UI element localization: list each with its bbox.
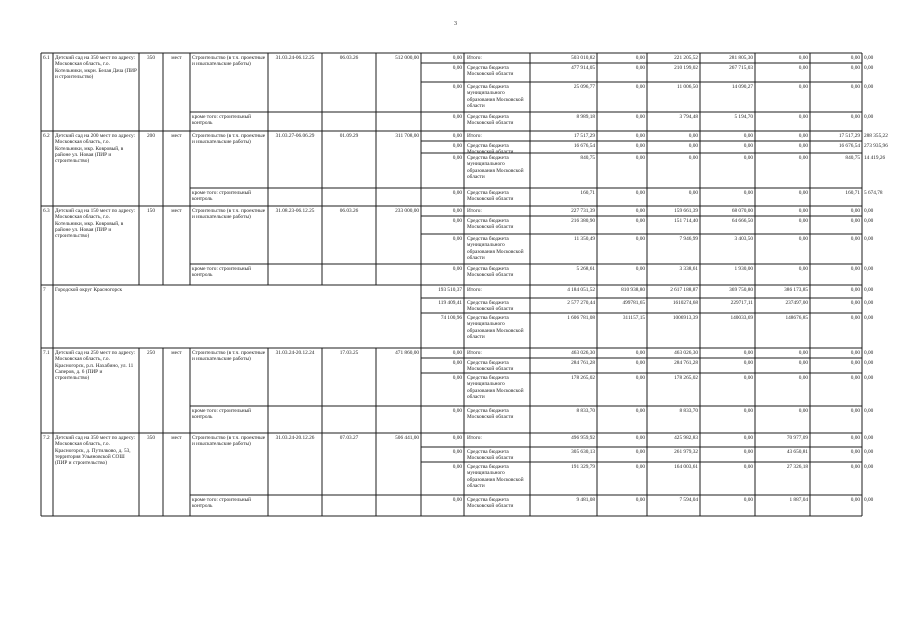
funding-source: Средства бюджета Московской области — [467, 449, 514, 462]
amount-cell: 0,00 — [864, 114, 874, 120]
amount-cell: 499781,65 — [622, 300, 645, 306]
amount-cell: 0,00 — [864, 287, 874, 293]
amount-cell: 7 946,99 — [679, 236, 698, 242]
funding-source: Средства бюджета Московской области — [467, 360, 514, 373]
amount-cell: 1006913,39 — [672, 315, 698, 321]
amount-cell: 0,00 — [743, 435, 753, 441]
amount-cell: 210 199,02 — [674, 65, 698, 71]
funding-source: Итого: — [467, 55, 482, 61]
work-period: 31.03.24-20.12.26 — [275, 435, 315, 441]
amount-cell: 0,00 — [635, 65, 645, 71]
amount-cell: 227 731,39 — [571, 208, 595, 214]
amount-cell: 284 761,28 — [571, 360, 595, 366]
amount-cell: 0,00 — [635, 464, 645, 470]
construction-control-label: кроме того: строительный контроль — [192, 408, 253, 421]
funds-spent: 0,00 — [452, 65, 462, 71]
amount-cell: 0,00 — [798, 266, 808, 272]
amount-cell: 0,00 — [850, 315, 860, 321]
funding-source: Средства бюджета Московской области — [467, 300, 514, 313]
construction-control-label: кроме того: строительный контроль — [192, 497, 253, 510]
amount-cell: 311157,15 — [622, 315, 645, 321]
amount-cell: 178 265,02 — [674, 375, 698, 381]
amount-cell: 216 380,90 — [571, 218, 595, 224]
amount-cell: 463 026,30 — [674, 350, 698, 356]
funds-spent: 0,00 — [452, 133, 462, 139]
amount-cell: 0,00 — [864, 266, 874, 272]
amount-cell: 0,00 — [850, 65, 860, 71]
work-period: 31.03.24-06.12.25 — [275, 55, 315, 61]
amount-cell: 0,00 — [743, 464, 753, 470]
amount-cell: 25 096,77 — [573, 84, 595, 90]
amount-cell: 14 419,26 — [864, 155, 886, 161]
amount-cell: 191 329,79 — [571, 464, 595, 470]
amount-cell: 7 594,04 — [679, 497, 698, 503]
funds-spent: 0,00 — [452, 408, 462, 414]
amount-cell: 0,00 — [798, 236, 808, 242]
amount-cell: 0,00 — [864, 208, 874, 214]
amount-cell: 0,00 — [850, 208, 860, 214]
construction-control-label: кроме того: строительный контроль — [192, 114, 253, 127]
amount-cell: 0,00 — [798, 133, 808, 139]
funding-source: Средства бюджета муниципального образования Московской области — [467, 155, 525, 180]
amount-cell: 0,00 — [864, 315, 874, 321]
amount-cell: 4 184 051,52 — [567, 287, 595, 293]
work-type: Строительство (в т.ч. проектные и изыскательские работы) — [192, 133, 267, 146]
amount-cell: 0,00 — [635, 236, 645, 242]
funding-source: Средства бюджета Московской области — [467, 408, 514, 421]
page-number: 3 — [454, 21, 457, 27]
amount-cell: 64 666,50 — [731, 218, 753, 224]
capacity-value: 350 — [147, 55, 155, 61]
amount-cell: 1 930,00 — [734, 266, 753, 272]
amount-cell: 0,00 — [688, 143, 698, 149]
funds-spent: 0,00 — [452, 449, 462, 455]
work-type: Строительство (в т.ч. проектные и изыскательские работы) — [192, 55, 267, 68]
amount-cell: 0,00 — [850, 55, 860, 61]
capacity-unit: мест — [171, 435, 182, 441]
amount-cell: 281 805,30 — [729, 55, 753, 61]
amount-cell: 17 517,29 — [838, 133, 860, 139]
amount-cell: 0,00 — [688, 133, 698, 139]
amount-cell: 159 661,39 — [674, 208, 698, 214]
amount-cell: 16 676,54 — [573, 143, 595, 149]
funding-source: Средства бюджета муниципального образования Московской области — [467, 315, 525, 340]
amount-cell: 810 938,80 — [621, 287, 645, 293]
commissioning-date: 01.09.29 — [339, 133, 359, 139]
amount-cell: 0,00 — [850, 497, 860, 503]
amount-cell: 0,00 — [798, 408, 808, 414]
object-name: Детский сад на 250 мест по адресу: Московская область, г.о. Красногорск, р.п. Нахабино, ул. 11 Саперов, д. 6 (ПИР и строительство) — [55, 350, 137, 382]
amount-cell: 237497,00 — [785, 300, 808, 306]
object-name: Детский сад на 350 мест по адресу: Московская область, г.о. Котельники, мкрн. Белая Дача (ПИР и строительство) — [55, 55, 139, 80]
work-period: 31.08.23-06.12.25 — [275, 208, 315, 214]
amount-cell: 0,00 — [743, 408, 753, 414]
amount-cell: 0,00 — [743, 350, 753, 356]
capacity-unit: мест — [171, 55, 182, 61]
funds-spent: 119 409,41 — [438, 300, 462, 306]
amount-cell: 0,00 — [743, 360, 753, 366]
amount-cell: 0,00 — [635, 114, 645, 120]
amount-cell: 160,71 — [580, 190, 595, 196]
funds-spent: 0,00 — [452, 114, 462, 120]
funding-source: Средства бюджета Московской области — [467, 143, 514, 156]
row-number: 6.1 — [43, 55, 50, 61]
amount-cell: 261 979,32 — [674, 449, 698, 455]
row-number: 6.2 — [43, 133, 50, 139]
amount-cell: 8 989,18 — [576, 114, 595, 120]
amount-cell: 369 750,80 — [729, 287, 753, 293]
estimated-cost: 233 000,00 — [395, 208, 419, 214]
funds-spent: 0,00 — [452, 360, 462, 366]
amount-cell: 0,00 — [743, 143, 753, 149]
amount-cell: 273 935,96 — [864, 143, 888, 149]
funds-spent: 0,00 — [452, 464, 462, 470]
amount-cell: 0,00 — [850, 84, 860, 90]
funds-spent: 0,00 — [452, 236, 462, 242]
amount-cell: 0,00 — [635, 155, 645, 161]
amount-cell: 0,00 — [635, 218, 645, 224]
amount-cell: 0,00 — [635, 350, 645, 356]
amount-cell: 0,00 — [635, 449, 645, 455]
estimated-cost: 506 441,00 — [395, 435, 419, 441]
work-type: Строительство (в т.ч. проектные и изыскательские работы) — [192, 208, 267, 221]
amount-cell: 0,00 — [798, 208, 808, 214]
amount-cell: 0,00 — [635, 84, 645, 90]
amount-cell: 0,00 — [688, 155, 698, 161]
amount-cell: 2 577 270,44 — [567, 300, 595, 306]
funding-source: Средства бюджета Московской области — [467, 65, 514, 78]
amount-cell: 0,00 — [743, 190, 753, 196]
amount-cell: 8 833,70 — [576, 408, 595, 414]
commissioning-date: 07.03.27 — [339, 435, 359, 441]
work-type: Строительство (в т.ч. проектные и изыскательские работы) — [192, 350, 267, 363]
amount-cell: 151 714,40 — [674, 218, 698, 224]
funds-spent: 0,00 — [452, 350, 462, 356]
object-name: Детский сад на 200 мест по адресу: Московская область, г.о. Котельники, мкр. Ковровый, в районе ул. Новая (ПИР и строительство) — [55, 133, 137, 165]
funds-spent: 0,00 — [452, 375, 462, 381]
amount-cell: 70 977,09 — [786, 435, 808, 441]
amount-cell: 0,00 — [635, 375, 645, 381]
capacity-unit: мест — [171, 133, 182, 139]
funds-spent: 0,00 — [452, 190, 462, 196]
funding-source: Итого: — [467, 133, 482, 139]
amount-cell: 3 338,61 — [679, 266, 698, 272]
amount-cell: 0,00 — [798, 143, 808, 149]
amount-cell: 0,00 — [864, 350, 874, 356]
amount-cell: 1610274,68 — [672, 300, 698, 306]
row-number: 7.1 — [43, 350, 50, 356]
amount-cell: 0,00 — [850, 218, 860, 224]
object-name: Детский сад на 150 мест по адресу: Московская область, г.о. Котельники, мкр. Ковровый, в районе ул. Новая (ПИР и строительство) — [55, 208, 137, 240]
amount-cell: 3 403,50 — [734, 236, 753, 242]
amount-cell: 0,00 — [850, 464, 860, 470]
amount-cell: 0,00 — [864, 449, 874, 455]
amount-cell: 160,71 — [845, 190, 860, 196]
funding-source: Средства бюджета Московской области — [467, 497, 514, 510]
funds-spent: 0,00 — [452, 497, 462, 503]
amount-cell: 5 674,78 — [864, 190, 883, 196]
funding-source: Средства бюджета Московской области — [467, 218, 514, 231]
amount-cell: 0,00 — [743, 449, 753, 455]
amount-cell: 0,00 — [850, 449, 860, 455]
amount-cell: 425 982,83 — [674, 435, 698, 441]
capacity-value: 200 — [147, 133, 155, 139]
funds-spent: 0,00 — [452, 155, 462, 161]
capacity-value: 250 — [147, 350, 155, 356]
funding-source: Средства бюджета Московской области — [467, 266, 514, 279]
amount-cell: 0,00 — [850, 266, 860, 272]
amount-cell: 0,00 — [635, 208, 645, 214]
amount-cell: 0,00 — [635, 497, 645, 503]
row-number: 6.3 — [43, 208, 50, 214]
funding-source: Средства бюджета Московской области — [467, 190, 514, 203]
amount-cell: 0,00 — [635, 360, 645, 366]
amount-cell: 0,00 — [798, 55, 808, 61]
amount-cell: 1 887,04 — [789, 497, 808, 503]
amount-cell: 0,00 — [798, 65, 808, 71]
capacity-unit: мест — [171, 350, 182, 356]
amount-cell: 0,00 — [688, 190, 698, 196]
amount-cell: 0,00 — [850, 236, 860, 242]
amount-cell: 0,00 — [850, 408, 860, 414]
amount-cell: 0,00 — [850, 375, 860, 381]
funding-source: Итого: — [467, 350, 482, 356]
funding-source: Итого: — [467, 208, 482, 214]
amount-cell: 0,00 — [798, 114, 808, 120]
amount-cell: 1 606 781,08 — [567, 315, 595, 321]
amount-cell: 463 026,30 — [571, 350, 595, 356]
estimated-cost: 471 860,00 — [395, 350, 419, 356]
construction-control-label: кроме того: строительный контроль — [192, 190, 253, 203]
amount-cell: 0,00 — [864, 65, 874, 71]
amount-cell: 0,00 — [864, 300, 874, 306]
estimated-cost: 311 708,00 — [395, 133, 419, 139]
amount-cell: 68 070,00 — [731, 208, 753, 214]
amount-cell: 0,00 — [850, 287, 860, 293]
amount-cell: 11 350,49 — [574, 236, 595, 242]
amount-cell: 0,00 — [798, 360, 808, 366]
amount-cell: 0,00 — [743, 155, 753, 161]
capacity-value: 350 — [147, 435, 155, 441]
amount-cell: 164 003,61 — [674, 464, 698, 470]
amount-cell: 305 630,13 — [571, 449, 595, 455]
amount-cell: 840,75 — [580, 155, 595, 161]
commissioning-date: 06.03.26 — [339, 208, 359, 214]
amount-cell: 0,00 — [798, 375, 808, 381]
amount-cell: 43 650,81 — [786, 449, 808, 455]
amount-cell: 0,00 — [850, 360, 860, 366]
amount-cell: 0,00 — [850, 350, 860, 356]
amount-cell: 11 006,50 — [677, 84, 698, 90]
amount-cell: 9 481,08 — [576, 497, 595, 503]
amount-cell: 0,00 — [798, 155, 808, 161]
amount-cell: 0,00 — [864, 464, 874, 470]
amount-cell: 0,00 — [743, 133, 753, 139]
amount-cell: 3 794,48 — [679, 114, 698, 120]
amount-cell: 267 715,03 — [729, 65, 753, 71]
amount-cell: 0,00 — [635, 133, 645, 139]
funding-source: Итого: — [467, 287, 482, 293]
amount-cell: 0,00 — [864, 360, 874, 366]
amount-cell: 0,00 — [864, 375, 874, 381]
funds-spent: 0,00 — [452, 143, 462, 149]
amount-cell: 221 205,52 — [674, 55, 698, 61]
amount-cell: 0,00 — [798, 350, 808, 356]
funds-spent: 0,00 — [452, 84, 462, 90]
row-number: 7.2 — [43, 435, 50, 441]
work-period: 31.03.27-06.06.29 — [275, 133, 315, 139]
funds-spent: 0,00 — [452, 218, 462, 224]
amount-cell: 0,00 — [635, 266, 645, 272]
amount-cell: 0,00 — [850, 435, 860, 441]
region-name: Городской округ Красногорск — [55, 287, 123, 293]
amount-cell: 0,00 — [864, 497, 874, 503]
amount-cell: 8 833,70 — [679, 408, 698, 414]
funds-spent: 0,00 — [452, 435, 462, 441]
amount-cell: 0,00 — [635, 143, 645, 149]
funds-spent: 0,00 — [452, 266, 462, 272]
amount-cell: 0,00 — [635, 408, 645, 414]
construction-control-label: кроме того: строительный контроль — [192, 266, 253, 279]
amount-cell: 14 090,27 — [731, 84, 753, 90]
amount-cell: 27 326,18 — [786, 464, 808, 470]
amount-cell: 0,00 — [864, 55, 874, 61]
amount-cell: 2 617 188,87 — [670, 287, 698, 293]
amount-cell: 386 173,85 — [784, 287, 808, 293]
amount-cell: 178 265,02 — [571, 375, 595, 381]
funding-source: Средства бюджета муниципального образования Московской области — [467, 84, 525, 109]
amount-cell: 503 010,82 — [571, 55, 595, 61]
commissioning-date: 06.03.26 — [339, 55, 359, 61]
amount-cell: 0,00 — [635, 435, 645, 441]
amount-cell: 5 268,61 — [576, 266, 595, 272]
funding-source: Средства бюджета Московской области — [467, 114, 514, 127]
capacity-unit: мест — [171, 208, 182, 214]
funds-spent: 0,00 — [452, 208, 462, 214]
work-type: Строительство (в т.ч. проектные и изыскательские работы) — [192, 435, 267, 448]
amount-cell: 496 959,92 — [571, 435, 595, 441]
funds-spent: 74 100,96 — [440, 315, 462, 321]
amount-cell: 0,00 — [798, 84, 808, 90]
amount-cell: 0,00 — [743, 375, 753, 381]
estimated-cost: 512 000,00 — [395, 55, 419, 61]
commissioning-date: 17.03.25 — [339, 350, 359, 356]
amount-cell: 0,00 — [635, 190, 645, 196]
object-name: Детский сад на 350 мест по адресу: Московская область, г.о. Красногорск, д. Путилково, д. 53, территория Ульяновской СОШ (ПИР и строительство) — [55, 435, 137, 467]
amount-cell: 0,00 — [743, 497, 753, 503]
funding-source: Средства бюджета муниципального образования Московской области — [467, 464, 525, 489]
funding-source: Итого: — [467, 435, 482, 441]
amount-cell: 229717,11 — [730, 300, 753, 306]
amount-cell: 0,00 — [864, 84, 874, 90]
row-number: 7 — [43, 287, 46, 293]
amount-cell: 16 676,54 — [838, 143, 860, 149]
amount-cell: 284 761,28 — [674, 360, 698, 366]
amount-cell: 0,00 — [798, 190, 808, 196]
amount-cell: 140033,69 — [730, 315, 753, 321]
amount-cell: 0,00 — [864, 236, 874, 242]
amount-cell: 148676,85 — [785, 315, 808, 321]
work-period: 31.03.24-20.12.24 — [275, 350, 315, 356]
amount-cell: 477 914,05 — [571, 65, 595, 71]
amount-cell: 0,00 — [635, 55, 645, 61]
amount-cell: 840,75 — [845, 155, 860, 161]
amount-cell: 0,00 — [850, 114, 860, 120]
amount-cell: 0,00 — [850, 300, 860, 306]
funding-source: Средства бюджета муниципального образования Московской области — [467, 375, 525, 400]
amount-cell: 0,00 — [864, 435, 874, 441]
funding-source: Средства бюджета муниципального образования Московской области — [467, 236, 525, 261]
amount-cell: 0,00 — [864, 408, 874, 414]
amount-cell: 0,00 — [864, 218, 874, 224]
funds-spent: 193 510,37 — [438, 287, 462, 293]
amount-cell: 5 194,70 — [734, 114, 753, 120]
amount-cell: 0,00 — [798, 218, 808, 224]
capacity-value: 150 — [147, 208, 155, 214]
amount-cell: 17 517,29 — [573, 133, 595, 139]
amount-cell: 288 355,22 — [864, 133, 888, 139]
funds-spent: 0,00 — [452, 55, 462, 61]
